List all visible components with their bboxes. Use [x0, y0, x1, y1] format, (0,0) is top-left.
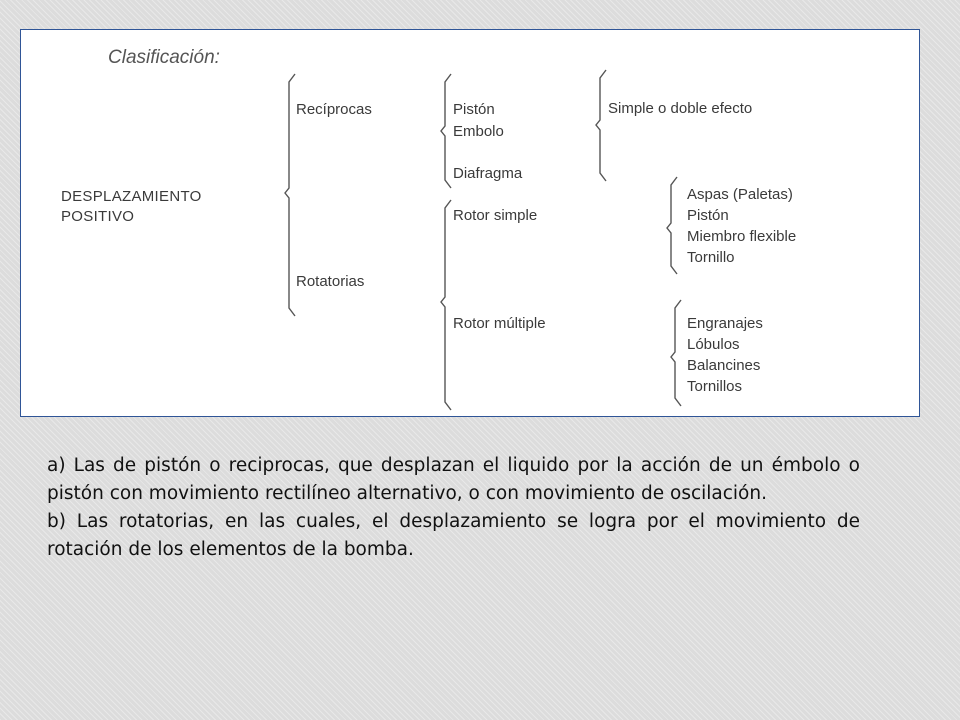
item-simple-doble-efecto: Simple o doble efecto	[608, 100, 753, 117]
category-reciprocas: Recíprocas	[296, 101, 372, 118]
category-rotatorias: Rotatorias	[296, 273, 365, 290]
bracket-rotor-simple	[667, 177, 677, 274]
bracket-root	[285, 74, 295, 316]
item-aspas: Aspas (Paletas)	[687, 186, 793, 203]
item-piston: Pistón	[453, 101, 495, 118]
item-engranajes: Engranajes	[687, 315, 763, 332]
item-embolo: Embolo	[453, 123, 504, 140]
classification-diagram	[20, 29, 920, 417]
description-text	[47, 452, 860, 564]
diagram-title: Clasificación:	[108, 47, 220, 68]
root-label-line1: DESPLAZAMIENTO	[61, 188, 202, 205]
bracket-simple-doble	[596, 70, 606, 181]
item-rotor-simple: Rotor simple	[453, 207, 538, 224]
description-a: a) Las de pistón o reciprocas, que desplazan el liquido por la acción de un émbolo o pistón con movimiento rectilíneo alternativo, o con movimiento de oscilación.	[47, 455, 860, 504]
item-miembro-flexible: Miembro flexible	[687, 228, 797, 245]
item-lobulos: Lóbulos	[687, 336, 740, 353]
item-tornillo: Tornillo	[687, 249, 735, 266]
root-label-line2: POSITIVO	[61, 208, 135, 225]
bracket-reciprocas	[441, 74, 451, 188]
bracket-rotor-multiple	[671, 300, 681, 406]
item-balancines: Balancines	[687, 357, 761, 374]
item-rotor-multiple: Rotor múltiple	[453, 315, 546, 332]
description-b: b) Las rotatorias, en las cuales, el desplazamiento se logra por el movimiento de rotación de los elementos de la bomba.	[47, 511, 860, 560]
item-tornillos: Tornillos	[687, 378, 743, 395]
item-piston-rotor: Pistón	[687, 207, 729, 224]
item-diafragma: Diafragma	[453, 165, 523, 182]
bracket-rotatorias	[441, 200, 451, 410]
